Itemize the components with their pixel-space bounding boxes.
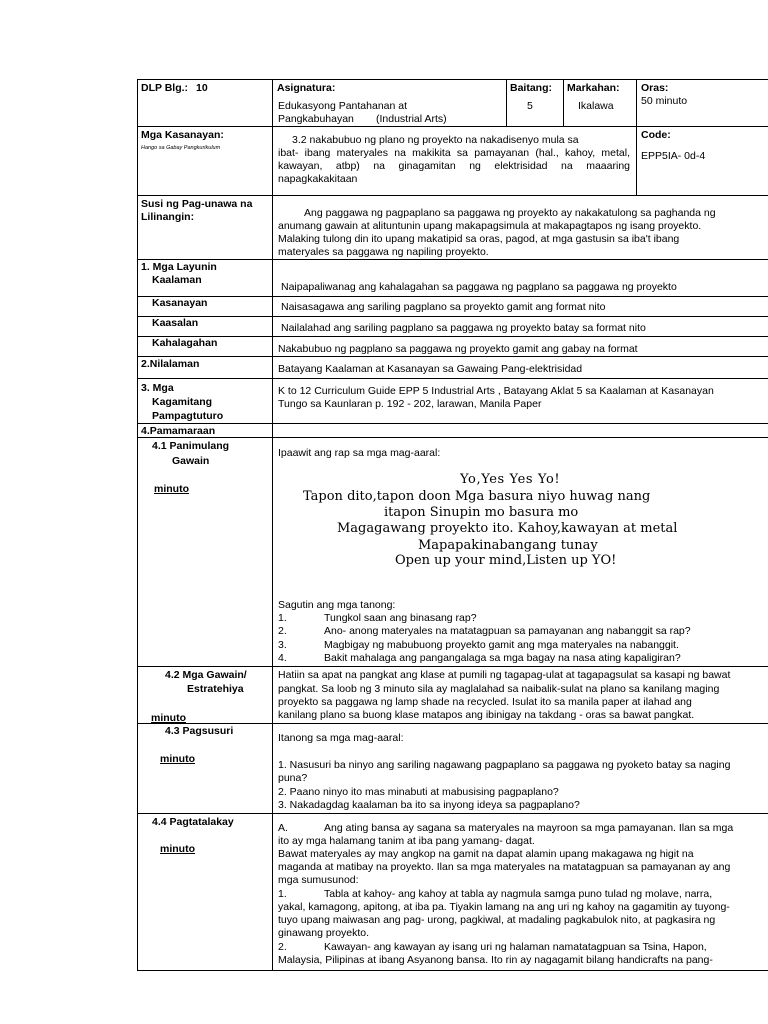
susi-text: anumang gawain at alituntunin upang makapagsimula at makapagtapos ng isang proyekto. [278,220,702,232]
rap-line: Mapapakinabangang tunay [418,538,598,553]
susi-text: Ang paggawa ng pagpaplano sa paggawa ng proyekto ay nakakatulong sa paghanda ng [304,207,716,219]
pagtatalakay-item-number: 1. [278,888,287,900]
kasanayan-sublabel: Hango sa Gabay Pangkurikulum [141,145,221,151]
question-number: 3. [278,639,287,651]
kasanayan-text: kawayan, atbp) na ginagamitan ng elektrisidad na maaaring [278,160,630,172]
gawain-label: 4.2 Mga Gawain/ [165,669,247,681]
row-line [137,378,768,379]
pagtatalakay-text: maganda at matibay na proyekto. Ilan sa mga materyales na matatagpuan sa pamayanan ay ang [278,861,731,873]
question-text: Ano- anong materyales na matatagpuan sa pamayanan ang nabanggit sa rap? [324,625,691,637]
gawain-minuto: minuto [151,712,186,724]
pagtatalakay-letter: A. [278,822,288,834]
pagsusuri-question: 2. Paano ninyo ito mas minabuti at mabusising pagpaplano? [278,786,559,798]
row-line [137,195,768,196]
pagtatalakay-minuto: minuto [160,843,195,855]
panimulang-label: 4.1 Panimulang [152,440,230,452]
row-line [137,126,768,127]
row-line [137,336,768,337]
kagamitan-label: Kagamitang [152,396,213,408]
kasanayan-text: 3.2 nakabubuo ng plano ng proyekto na nakadisenyo mula sa [292,134,579,146]
kaasalan-text: Nailalahad ang sariling pagplano sa paggawa ng proyekto batay sa format nito [281,322,646,334]
pagtatalakay-text: Bawat materyales ay may angkop na gamit na dapat alamin upang makagawa ng higit na [278,848,694,860]
susi-label: Lilinangin: [141,211,195,223]
question-number: 1. [278,612,287,624]
nilalaman-label: 2.Nilalaman [141,358,200,370]
pagtatalakay-text: Tabla at kahoy- ang kahoy at tabla ay nagmula samga puno tulad ng molave, narra, [324,888,713,900]
rap-line: Yo,Yes Yes Yo! [460,472,561,487]
kasanayan-layunin-text: Naisasagawa ang sariling pagplano sa proyekto gamit ang format nito [281,301,606,313]
pagsusuri-question: puna? [278,772,308,784]
kahalagahan-text: Nakabubuo ng pagplano sa paggawa ng proyekto gamit ang gabay na format [278,343,638,355]
pagtatalakay-text: yakal, kamagong, apitong, at iba pa. Tiyakin lamang na ang uri ng kahoy na gagamitin ay tuyong- [278,901,730,913]
nilalaman-text: Batayang Kaalaman at Kasanayan sa Gawaing Pang-elektrisidad [278,363,583,375]
oras-value: 50 minuto [641,95,688,107]
pagtatalakay-text: tuyo upang maiwasan ang pag- urong, pagkiwal, at madaling pagkabulok nito, at pagkasira ng [278,914,716,926]
pagtatalakay-text: ito ay mga halamang tanim at iba pang yamang- dagat. [278,835,535,847]
kasanayan-text: napagkakakitaan [278,173,358,185]
question-text: Bakit mahalaga ang pangangalaga sa mga bagay na nasa ating kapaligiran? [324,652,681,664]
kagamitan-label: 3. Mga [141,382,174,394]
kaasalan-label: Kaasalan [152,317,199,329]
row-line [137,666,768,667]
table-divider-main [272,79,273,971]
row-line [137,723,768,724]
table-border-left [137,79,138,971]
pagsusuri-intro: Itanong sa mga mag-aaral: [278,732,404,744]
kasanayan-layunin-label: Kasanayan [152,297,208,309]
gawain-text: pangkat. Sa loob ng 3 minuto sila ay maglalahad sa naibalik-sulat na plano sa kanilang maging [278,683,720,695]
pagtatalakay-text: mga sumusunod: [278,874,359,886]
rap-intro: Ipaawit ang rap sa mga mag-aaral: [278,447,441,459]
markahan-value: Ikalawa [578,100,614,112]
row-line [137,970,768,971]
header-divider-oras [636,79,637,195]
baitang-label: Baitang: [510,82,552,94]
asignatura-value: Pangkabuhayan [278,113,354,125]
markahan-label: Markahan: [567,82,620,94]
row-line [137,813,768,814]
pagsusuri-label: 4.3 Pagsusuri [165,725,234,737]
pamamaraan-label: 4.Pamamaraan [141,425,216,437]
pagtatalakay-label: 4.4 Pagtatalakay [152,816,234,828]
kagamitan-text: Tungo sa Kaunlaran p. 192 - 202, larawan, Manila Paper [278,398,542,410]
pagtatalakay-item-number: 2. [278,941,287,953]
row-line [137,79,768,80]
baitang-value: 5 [527,100,533,112]
header-divider-baitang [506,79,507,126]
kahalagahan-label: Kahalagahan [152,337,218,349]
gawain-label: Estratehiya [187,683,244,695]
question-text: Magbigay ng mabubuong proyekto gamit ang mga materyales na nabanggit. [324,639,679,651]
kagamitan-label: Pampagtuturo [152,410,224,422]
kasanayan-text: ibat- ibang materyales na makikita sa pamayanan (hal., kahoy, metal, [278,147,630,159]
pagtatalakay-text: Kawayan- ang kawayan ay isang uri ng halaman namatatagpuan sa Tsina, Hapon, [324,941,707,953]
susi-text: Malaking tulong din ito upang makatipid sa oras, pagod, at mga gastusin sa iba't ibang [278,233,680,245]
question-text: Tungkol saan ang binasang rap? [324,612,477,624]
panimulang-minuto: minuto [154,483,189,495]
kagamitan-text: K to 12 Curriculum Guide EPP 5 Industrial Arts , Batayang Aklat 5 sa Kaalaman at Kasanayan [278,385,714,397]
pagsusuri-question: 3. Nakadagdag kaalaman ba ito sa inyong ideya sa pagpaplano? [278,799,580,811]
row-line [137,296,768,297]
question-number: 4. [278,652,287,664]
row-line [137,259,768,260]
oras-label: Oras: [641,82,669,94]
gawain-text: proyekto sa paggawa ng lamp shade na recycled. Isulat ito sa manila paper at ilahad ang [278,696,692,708]
code-label: Code: [641,129,671,141]
layunin-label: 1. Mga Layunin [141,261,217,273]
rap-line: Magagawang proyekto ito. Kahoy,kawayan at metal [337,521,678,536]
question-number: 2. [278,625,287,637]
pagtatalakay-text: Ang ating bansa ay sagana sa materyales na mayroon sa mga pamayanan. Ilan sa mga [324,822,734,834]
questions-intro: Sagutin ang mga tanong: [278,599,396,611]
pagsusuri-question: 1. Nasusuri ba ninyo ang sariling nagawang pagpaplano sa paggawa ng pyoketo batay sa naging [278,759,731,771]
panimulang-label: Gawain [172,455,210,467]
asignatura-value: (Industrial Arts) [376,113,447,125]
pagtatalakay-text: ginawang proyekto. [278,927,370,939]
code-value: EPP5IA- 0d-4 [641,150,706,162]
susi-label: Susi ng Pag-unawa na [141,198,253,210]
susi-text: materyales sa paggawa ng napiling proyekto. [278,246,489,258]
kasanayan-label: Mga Kasanayan: [141,129,224,141]
kaalaman-text: Naipapaliwanag ang kahalagahan sa paggawa ng pagplano sa paggawa ng proyekto [281,281,677,293]
row-line [137,356,768,357]
gawain-text: kanilang plano sa buong klase matapos ang ibinigay na takdang - oras sa bawat pangkat. [278,709,695,721]
dlp-label: DLP Blg.: [141,82,189,94]
rap-line: Open up your mind,Listen up YO! [395,553,617,568]
dlp-value: 10 [196,82,208,94]
pagsusuri-minuto: minuto [160,753,195,765]
kaalaman-label: Kaalaman [152,274,202,286]
pagtatalakay-text: Malaysia, Pilipinas at ibang Asyanong bansa. Ito rin ay nagagamit bilang handicrafts na pang- [278,954,713,966]
header-divider-markahan [563,79,564,126]
rap-line: Tapon dito,tapon doon Mga basura niyo huwag nang [303,489,651,504]
row-line [137,316,768,317]
asignatura-value: Edukasyong Pantahanan at [278,100,408,112]
row-line [137,423,768,424]
row-line [137,437,768,438]
gawain-text: Hatiin sa apat na pangkat ang klase at pumili ng tagapag-ulat at tagapagsulat sa kasapi ng bawat [278,669,731,681]
asignatura-label: Asignatura: [277,82,336,94]
rap-line: itapon Sinupin mo basura mo [384,505,579,520]
